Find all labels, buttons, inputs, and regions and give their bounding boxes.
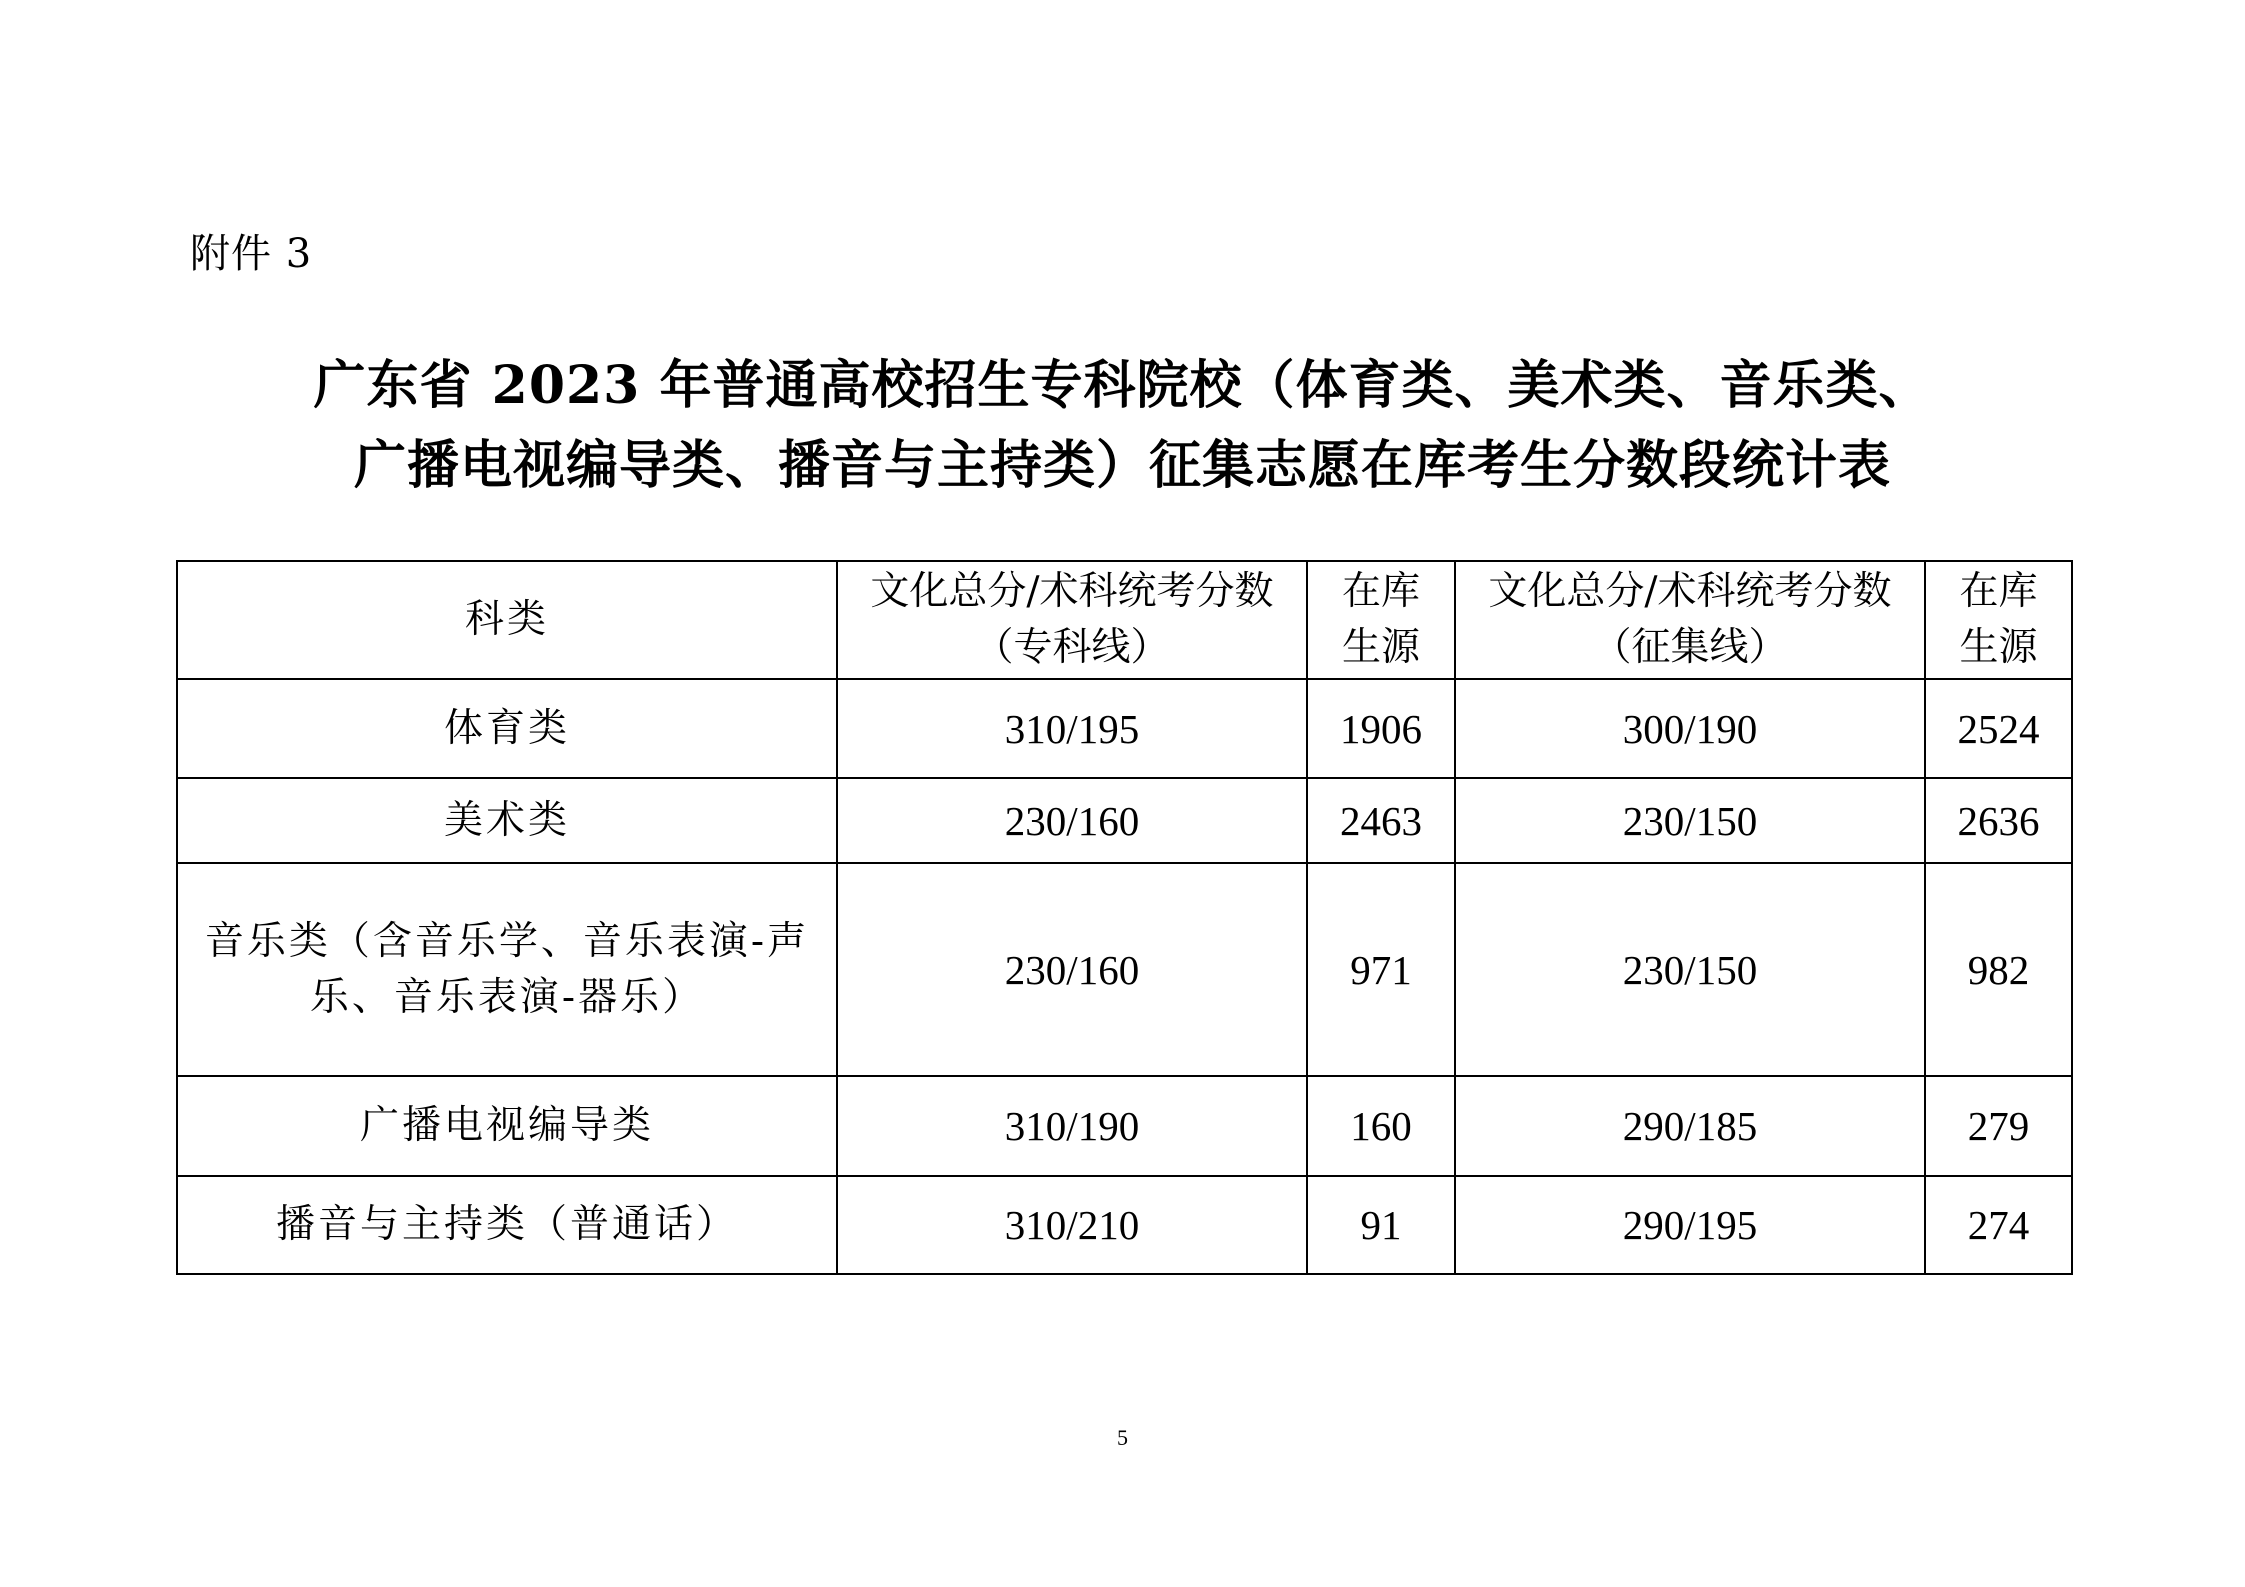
header-score-zhuanke-line2: （专科线） bbox=[974, 625, 1170, 670]
row-score-zhuanke: 310/195 bbox=[837, 679, 1307, 778]
row-score-zhengji: 300/190 bbox=[1455, 679, 1925, 778]
row-pool-zhengji: 982 bbox=[1925, 863, 2072, 1076]
row-score-zhuanke: 310/190 bbox=[837, 1076, 1307, 1176]
table-row bbox=[177, 1076, 2072, 1176]
header-pool-zhengji-line1: 在库 bbox=[1959, 569, 2038, 614]
row-pool-zhengji: 274 bbox=[1925, 1176, 2072, 1274]
title-line-1: 广东省 2023 年普通高校招生专科院校（体育类、美术类、音乐类、 bbox=[313, 355, 1932, 416]
title-line-2: 广播电视编导类、播音与主持类）征集志愿在库考生分数段统计表 bbox=[353, 435, 1891, 496]
header-score-zhuanke bbox=[837, 561, 1307, 679]
row-pool-zhengji: 279 bbox=[1925, 1076, 2072, 1176]
row-score-zhengji: 230/150 bbox=[1455, 863, 1925, 1076]
header-pool-zhuanke-line2: 生源 bbox=[1341, 625, 1420, 670]
row-score-zhengji: 230/150 bbox=[1455, 778, 1925, 863]
row-score-zhuanke: 310/210 bbox=[837, 1176, 1307, 1274]
row-pool-zhengji: 2524 bbox=[1925, 679, 2072, 778]
row-pool-zhuanke: 91 bbox=[1307, 1176, 1455, 1274]
score-statistics-table bbox=[176, 560, 2073, 1275]
row-category: 美术类 bbox=[177, 778, 837, 863]
header-pool-zhuanke-line1: 在库 bbox=[1341, 569, 1420, 614]
row-pool-zhuanke: 2463 bbox=[1307, 778, 1455, 863]
table-row bbox=[177, 679, 2072, 778]
row-category: 播音与主持类（普通话） bbox=[177, 1176, 837, 1274]
header-pool-zhengji-line2: 生源 bbox=[1959, 625, 2038, 670]
header-pool-zhengji bbox=[1925, 561, 2072, 679]
table-row bbox=[177, 1176, 2072, 1274]
table-row bbox=[177, 863, 2072, 1076]
header-category: 科类 bbox=[177, 561, 837, 679]
row-pool-zhuanke: 1906 bbox=[1307, 679, 1455, 778]
row-pool-zhuanke: 160 bbox=[1307, 1076, 1455, 1176]
row-category: 体育类 bbox=[177, 679, 837, 778]
attachment-label: 附件 3 bbox=[190, 231, 313, 277]
document-title bbox=[0, 346, 2245, 506]
table-row bbox=[177, 778, 2072, 863]
row-category: 音乐类（含音乐学、音乐表演-声乐、音乐表演-器乐） bbox=[177, 863, 837, 1076]
row-score-zhuanke: 230/160 bbox=[837, 863, 1307, 1076]
row-pool-zhengji: 2636 bbox=[1925, 778, 2072, 863]
header-score-zhengji bbox=[1455, 561, 1925, 679]
table-header-row bbox=[177, 561, 2072, 679]
row-score-zhengji: 290/195 bbox=[1455, 1176, 1925, 1274]
header-score-zhengji-line2: （征集线） bbox=[1592, 625, 1788, 670]
header-score-zhuanke-line1: 文化总分/术科统考分数 bbox=[870, 569, 1274, 614]
row-score-zhengji: 290/185 bbox=[1455, 1076, 1925, 1176]
header-score-zhengji-line1: 文化总分/术科统考分数 bbox=[1488, 569, 1892, 614]
row-score-zhuanke: 230/160 bbox=[837, 778, 1307, 863]
row-category: 广播电视编导类 bbox=[177, 1076, 837, 1176]
page-number: 5 bbox=[1117, 1425, 1128, 1450]
header-pool-zhuanke bbox=[1307, 561, 1455, 679]
row-pool-zhuanke: 971 bbox=[1307, 863, 1455, 1076]
